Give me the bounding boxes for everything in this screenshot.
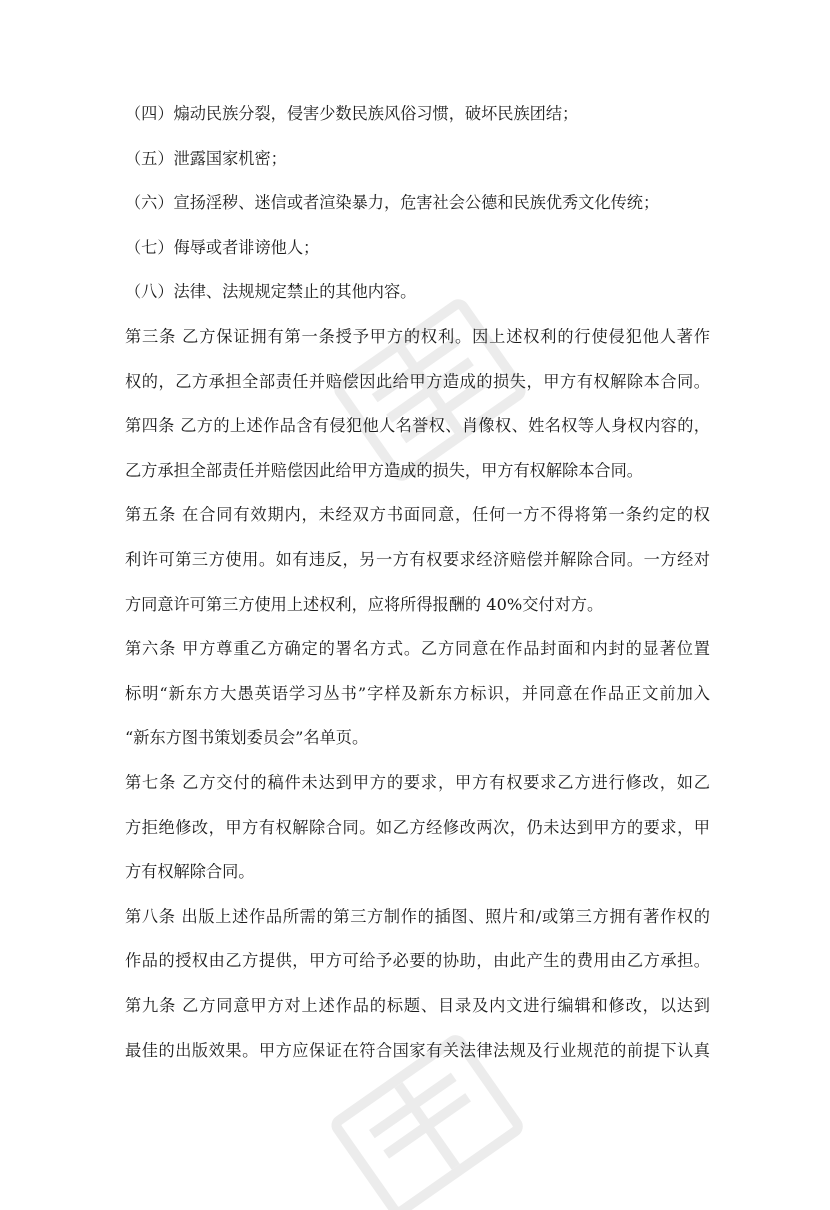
document-line: （八）法律、法规规定禁止的其他内容。 xyxy=(125,282,417,302)
document-line: “新东方图书策划委员会”名单页。 xyxy=(125,728,369,748)
document-line: 第七条 乙方交付的稿件未达到甲方的要求，甲方有权要求乙方进行修改，如乙 xyxy=(125,773,711,792)
document-line: （六）宣扬淫秽、迷信或者渲染暴力，危害社会公德和民族优秀文化传统； xyxy=(125,193,660,213)
document-line: 第四条 乙方的上述作品含有侵犯他人名誉权、肖像权、姓名权等人身权内容的， xyxy=(125,416,711,436)
document-line: 利许可第三方使用。如有违反，另一方有权要求经济赔偿并解除合同。一方经对 xyxy=(125,550,711,569)
document-line: 第六条 甲方尊重乙方确定的署名方式。乙方同意在作品封面和内封的显著位置 xyxy=(125,639,711,659)
document-line: 最佳的出版效果。甲方应保证在符合国家有关法律法规及行业规范的前提下认真 xyxy=(125,1040,711,1060)
document-line: 作品的授权由乙方提供，甲方可给予必要的协助，由此产生的费用由乙方承担。 xyxy=(125,951,711,971)
document-line: （五）泄露国家机密； xyxy=(125,148,287,168)
document-line: 第三条 乙方保证拥有第一条授予甲方的权利。因上述权利的行使侵犯他人著作 xyxy=(125,327,711,346)
document-line: 方有权解除合同。 xyxy=(125,862,255,882)
document-line: （七）侮辱或者诽谤他人； xyxy=(125,237,320,257)
document-line: 乙方承担全部责任并赔偿因此给甲方造成的损失，甲方有权解除本合同。 xyxy=(125,460,643,480)
document-line: （四）煽动民族分裂，侵害少数民族风俗习惯，破坏民族团结； xyxy=(125,104,579,123)
document-line: 第八条 出版上述作品所需的第三方制作的插图、照片和/或第三方拥有著作权的 xyxy=(125,906,711,926)
document-line: 方同意许可第三方使用上述权利，应将所得报酬的 40%交付对方。 xyxy=(125,594,604,614)
document-line: 第九条 乙方同意甲方对上述作品的标题、目录及内文进行编辑和修改，以达到 xyxy=(125,996,711,1015)
document-line: 权的，乙方承担全部责任并赔偿因此给甲方造成的损失，甲方有权解除本合同。 xyxy=(125,371,711,391)
document-line: 第五条 在合同有效期内，未经双方书面同意，任何一方不得将第一条约定的权 xyxy=(125,505,711,525)
document-line: 标明“新东方大愚英语学习丛书”字样及新东方标识，并同意在作品正文前加入 xyxy=(125,683,711,703)
document-line: 方拒绝修改，甲方有权解除合同。如乙方经修改两次，仍未达到甲方的要求，甲 xyxy=(125,817,711,837)
